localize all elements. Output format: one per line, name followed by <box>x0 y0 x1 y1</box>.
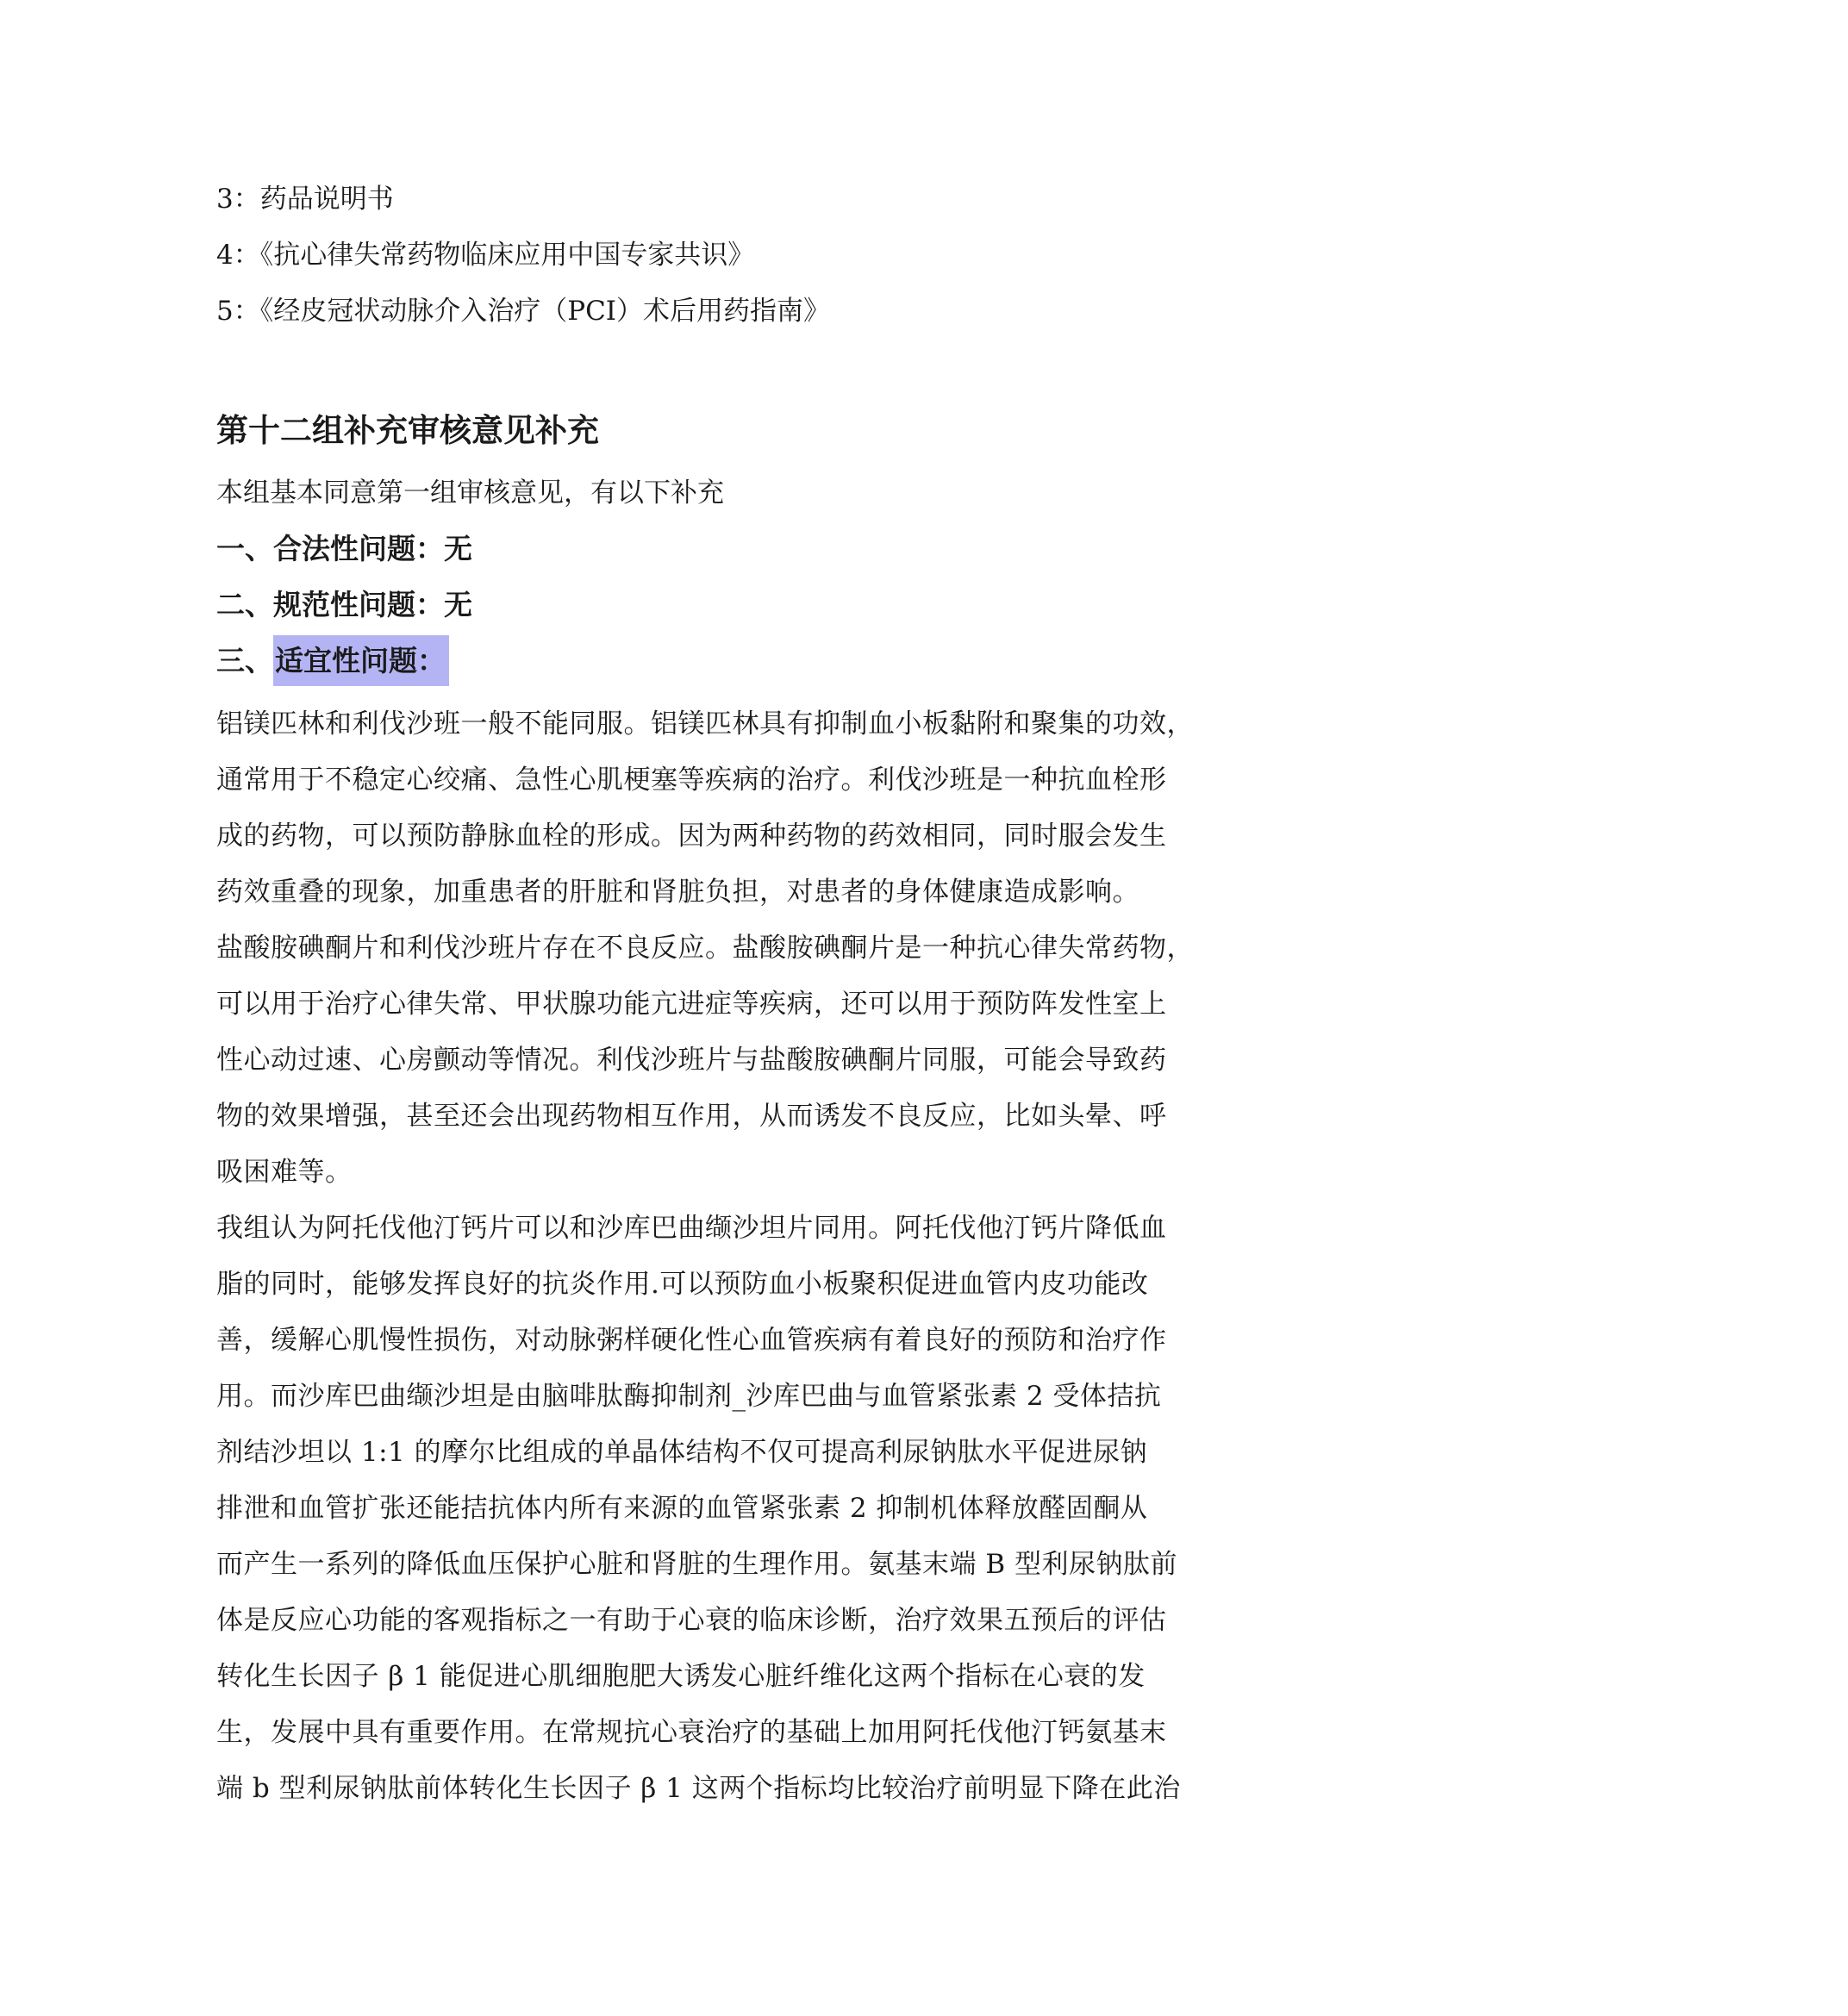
paragraph-3 <box>216 1201 1225 1817</box>
paragraph-line: 成的药物，可以预防静脉血栓的形成。因为两种药物的药效相同，同时服会发生 <box>216 821 1167 852</box>
paragraph-line: 剂结沙坦以 1:1 的摩尔比组成的单晶体结构不仅可提高利尿钠肽水平促进尿钠 <box>216 1437 1148 1468</box>
paragraph-line: 生，发展中具有重要作用。在常规抗心衰治疗的基础上加用阿托伐他汀钙氨基末 <box>216 1717 1167 1748</box>
reference-item: 5：《经皮冠状动脉介入治疗（PCI）术后用药指南》 <box>216 296 831 327</box>
item-appropriateness-prefix: 三、 <box>216 644 273 677</box>
paragraph-line: 用。而沙库巴曲缬沙坦是由脑啡肽酶抑制剂_沙库巴曲与血管紧张素 2 受体拮抗 <box>216 1381 1162 1412</box>
paragraph-line: 盐酸胺碘酮片和利伐沙班片存在不良反应。盐酸胺碘酮片是一种抗心律失常药物， <box>216 933 1194 964</box>
paragraph-line: 吸困难等。 <box>216 1157 353 1188</box>
paragraph-line: 我组认为阿托伐他汀钙片可以和沙库巴曲缬沙坦片同用。阿托伐他汀钙片降低血 <box>216 1213 1167 1244</box>
paragraph-line: 善，缓解心肌慢性损伤，对动脉粥样硬化性心血管疾病有着良好的预防和治疗作 <box>216 1325 1167 1356</box>
paragraph-line: 通常用于不稳定心绞痛、急性心肌梗塞等疾病的治疗。利伐沙班是一种抗血栓形 <box>216 765 1167 796</box>
paragraph-line: 体是反应心功能的客观指标之一有助于心衰的临床诊断，治疗效果五预后的评估 <box>216 1605 1167 1636</box>
reference-item: 3：药品说明书 <box>216 184 394 215</box>
section-title: 第十二组补充审核意见补充 <box>216 412 599 449</box>
paragraph-line: 物的效果增强，甚至还会出现药物相互作用，从而诱发不良反应，比如头晕、呼 <box>216 1101 1167 1132</box>
paragraph-2 <box>216 921 1225 1201</box>
reference-item: 4：《抗心律失常药物临床应用中国专家共识》 <box>216 240 755 271</box>
section-intro: 本组基本同意第一组审核意见，有以下补充 <box>216 477 724 509</box>
paragraph-line: 排泄和血管扩张还能拮抗体内所有来源的血管紧张素 2 抑制机体释放醛固酮从 <box>216 1493 1148 1524</box>
item-legality: 一、合法性问题：无 <box>216 532 472 565</box>
paragraph-line: 性心动过速、心房颤动等情况。利伐沙班片与盐酸胺碘酮片同服，可能会导致药 <box>216 1045 1167 1076</box>
paragraph-line: 药效重叠的现象，加重患者的肝脏和肾脏负担，对患者的身体健康造成影响。 <box>216 877 1139 908</box>
paragraph-line: 转化生长因子 β 1 能促进心肌细胞肥大诱发心脏纤维化这两个指标在心衰的发 <box>216 1661 1146 1692</box>
paragraph-line: 端 b 型利尿钠肽前体转化生长因子 β 1 这两个指标均比较治疗前明显下降在此治 <box>216 1773 1181 1804</box>
paragraph-line: 铝镁匹林和利伐沙班一般不能同服。铝镁匹林具有抑制血小板黏附和聚集的功效， <box>216 708 1194 740</box>
paragraph-1 <box>216 696 1225 921</box>
item-appropriateness <box>216 644 449 678</box>
paragraph-line: 可以用于治疗心律失常、甲状腺功能亢进症等疾病，还可以用于预防阵发性室上 <box>216 989 1167 1020</box>
item-standardization: 二、规范性问题：无 <box>216 588 472 621</box>
highlighted-text: 适宜性问题： <box>273 635 449 686</box>
paragraph-line: 脂的同时，能够发挥良好的抗炎作用.可以预防血小板聚积促进血管内皮功能改 <box>216 1269 1149 1300</box>
paragraph-line: 而产生一系列的降低血压保护心脏和肾脏的生理作用。氨基末端 B 型利尿钠肽前 <box>216 1549 1177 1580</box>
